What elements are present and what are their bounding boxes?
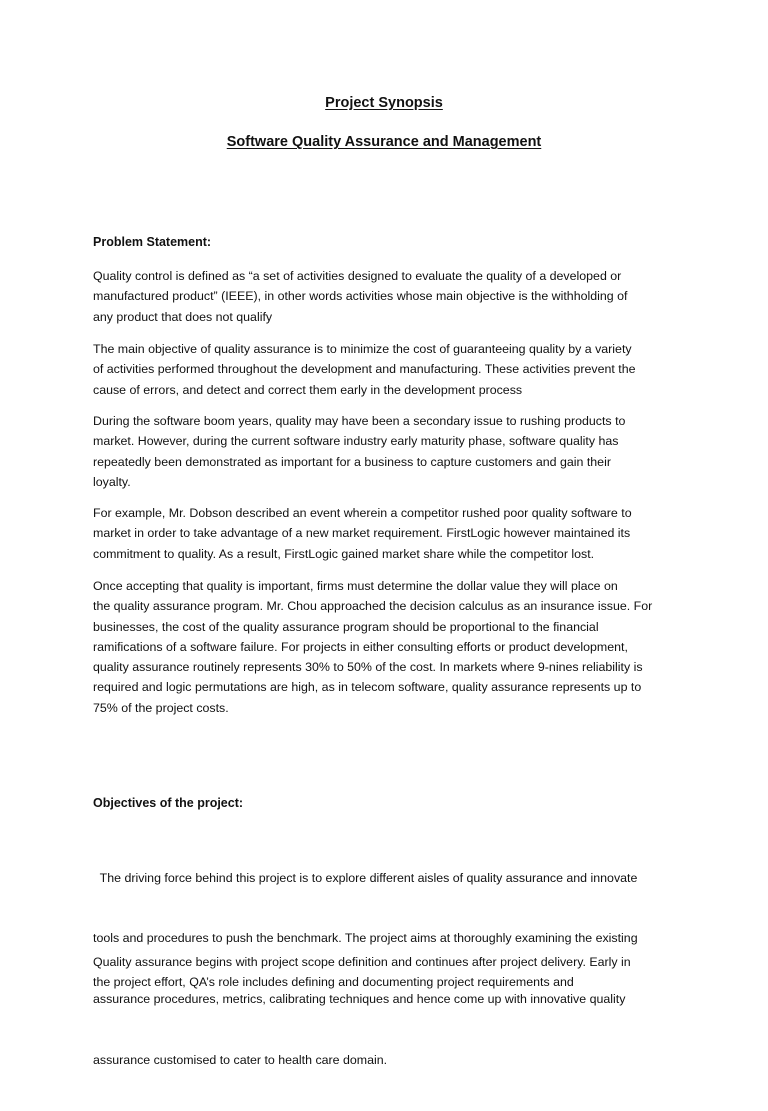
- text-line: assurance customised to cater to health care domain.: [93, 1053, 388, 1068]
- text-line: manufactured product” (IEEE), in other words activities whose main objective is the withholding of: [93, 289, 628, 304]
- paragraph-quality-control: [93, 266, 683, 327]
- section-heading-objectives: Objectives of the project:: [93, 796, 244, 810]
- text-line: During the software boom years, quality may have been a secondary issue to rushing products to: [93, 414, 626, 428]
- text-line: commitment to quality. As a result, FirstLogic gained market share while the competitor lost.: [93, 546, 595, 561]
- text-line: Quality assurance begins with project scope definition and continues after project delivery. Early in: [93, 955, 631, 969]
- text-line: businesses, the cost of the quality assurance program should be proportional to the financial: [93, 619, 599, 634]
- paragraph-dobson-example: [93, 503, 683, 564]
- text-line: the quality assurance program. Mr. Chou approached the decision calculus as an insurance issue. For: [93, 599, 653, 614]
- paragraph-dollar-value: [93, 576, 683, 718]
- page-subtitle: Software Quality Assurance and Management: [226, 134, 542, 150]
- text-line: any product that does not qualify: [93, 309, 273, 324]
- paragraph-quality-assurance-objective: [93, 339, 683, 400]
- text-line: market. However, during the current software industry early maturity phase, software quality has: [93, 434, 619, 449]
- text-line: tools and procedures to push the benchmark. The project aims at thoroughly examining the existing: [93, 931, 638, 946]
- text-line: ramifications of a software failure. For projects in either consulting efforts or product development,: [93, 639, 628, 654]
- text-line: loyalty.: [93, 474, 131, 489]
- text-line: quality assurance routinely represents 30% to 50% of the cost. In markets where 9-nines reliability is: [93, 660, 643, 675]
- text-line: repeatedly been demonstrated as important for a business to capture customers and gain their: [93, 454, 611, 469]
- text-line: 75% of the project costs.: [93, 700, 229, 715]
- text-line: Quality control is defined as “a set of activities designed to evaluate the quality of a developed or: [93, 269, 622, 283]
- text-line: of activities performed throughout the development and manufacturing. These activities prevent the: [93, 362, 636, 377]
- text-line: assurance procedures, metrics, calibrating techniques and hence come up with innovative quality: [93, 992, 626, 1007]
- text-line: The driving force behind this project is to explore different aisles of quality assurance and innovate: [93, 870, 638, 885]
- text-line: The main objective of quality assurance is to minimize the cost of guaranteeing quality by a variety: [93, 342, 632, 356]
- text-line: Once accepting that quality is important, firms must determine the dollar value they will place on: [93, 579, 618, 593]
- text-line: cause of errors, and detect and correct them early in the development process: [93, 382, 523, 397]
- text-line: required and logic permutations are high, as in telecom software, quality assurance represents up to: [93, 680, 642, 695]
- page-title: Project Synopsis: [325, 95, 443, 111]
- section-heading-problem-statement: Problem Statement:: [93, 235, 212, 249]
- paragraph-software-boom: [93, 411, 683, 492]
- text-line: market in order to take advantage of a new market requirement. FirstLogic however maintained its: [93, 526, 631, 541]
- text-line: For example, Mr. Dobson described an event wherein a competitor rushed poor quality software to: [93, 506, 632, 520]
- paragraph-scope-definition: [93, 952, 683, 993]
- text-line: the project effort, QA’s role includes defining and documenting project requirements and: [93, 975, 574, 990]
